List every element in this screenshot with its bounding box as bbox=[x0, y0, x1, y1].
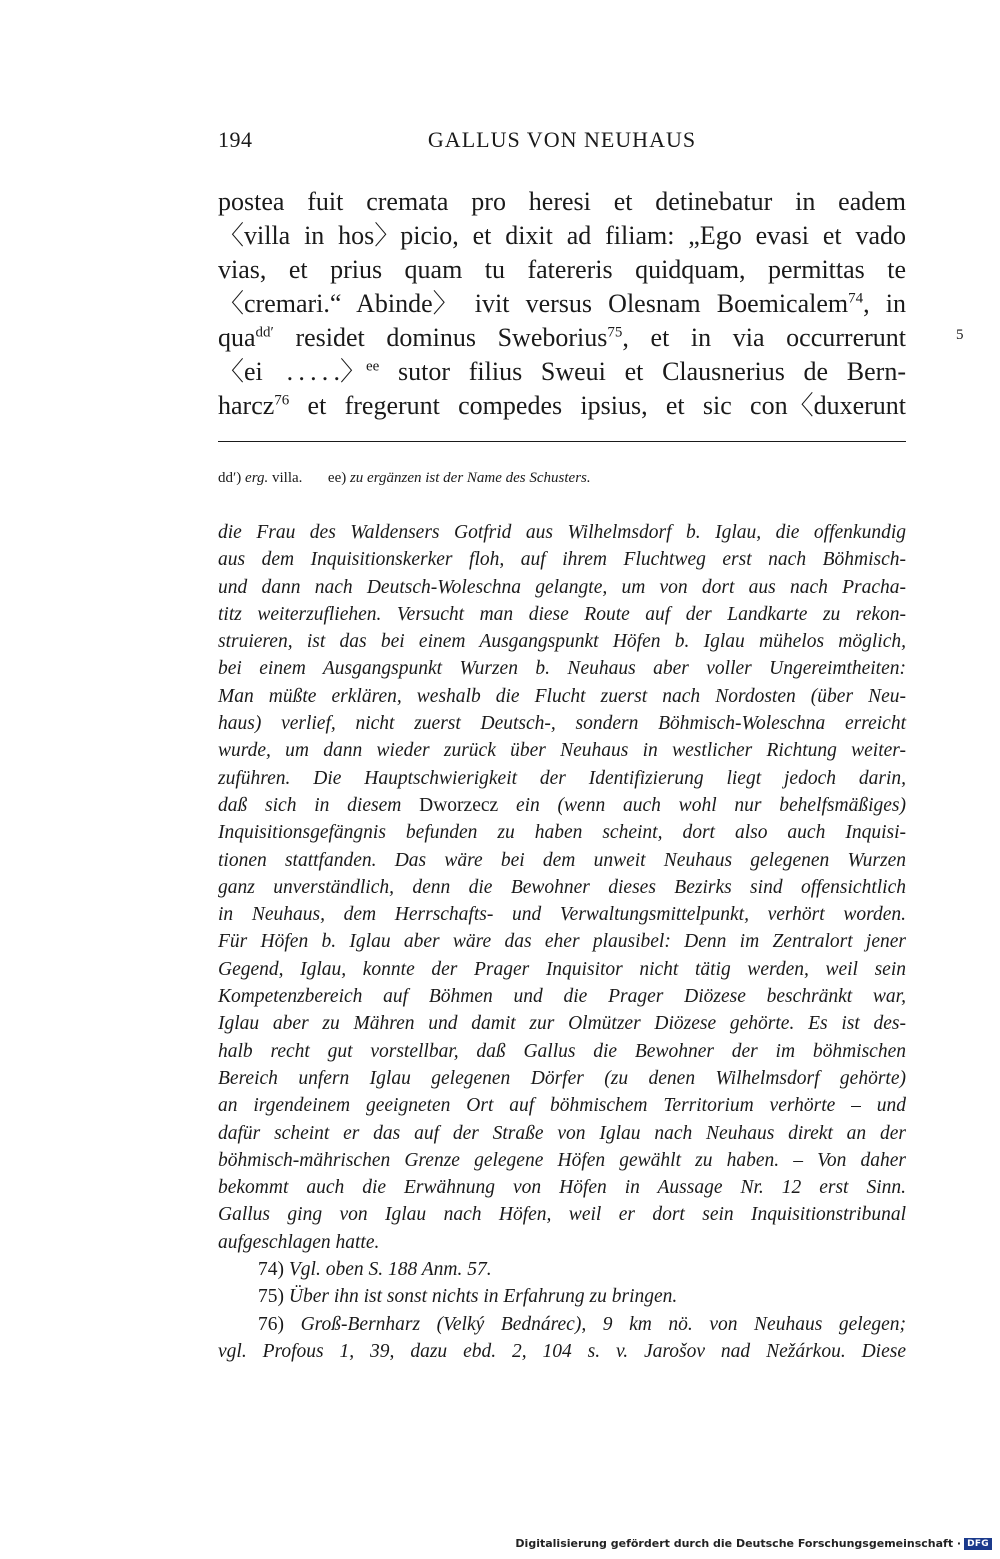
dfg-logo-icon: DFG bbox=[964, 1538, 992, 1550]
footnote-rule bbox=[218, 441, 906, 442]
apparatus-ref: ee bbox=[366, 358, 380, 375]
note-line: Inquisitionsgefängnis befunden zu haben scheint, dort also auch Inquisi- bbox=[218, 822, 906, 844]
note-line: an irgendeinem geeigneten Ort auf böhmischem Territorium verhörte – und bbox=[218, 1095, 906, 1117]
note-line: aufgeschlagen hatte. bbox=[218, 1231, 380, 1253]
margin-line-number: 5 bbox=[956, 327, 964, 343]
apparatus-siglum: dd′) bbox=[218, 470, 242, 486]
footnote-76: 76) Groß-Bernharz (Velký Bednárec), 9 km nö. von Neuhaus gelegen; bbox=[258, 1313, 906, 1335]
note-line: bekommt auch die Erwähnung von Höfen in Aussage Nr. 12 erst Sinn. bbox=[218, 1177, 906, 1199]
note-line: Man müßte erklären, weshalb die Flucht zuerst nach Nordosten (über Neu- bbox=[218, 685, 906, 707]
page-number: 194 bbox=[218, 127, 253, 152]
note-line: vgl. Profous 1, 39, dazu ebd. 2, 104 s. v. Jarošov nad Nežárkou. Diese bbox=[218, 1340, 906, 1362]
note-line: und dann nach Deutsch-Woleschna gelangte, um von dort aus nach Pracha- bbox=[218, 576, 906, 598]
footnote-74: 74) Vgl. oben S. 188 Anm. 57. bbox=[258, 1259, 492, 1281]
footer-text: Digitalisierung gefördert durch die Deutsche Forschungsgemeinschaft · bbox=[515, 1537, 962, 1550]
note-line: bei einem Ausgangspunkt Wurzen b. Neuhaus aber voller Ungereimtheiten: bbox=[218, 658, 906, 680]
note-line: ganz unverständlich, denn die Bewohner dieses Bezirks sind offensichtlich bbox=[218, 876, 906, 898]
edition-text bbox=[218, 185, 906, 423]
note-line: struieren, ist das bei einem Ausgangspunkt Höfen b. Iglau mühelos möglich, bbox=[218, 631, 906, 653]
edition-line: postea fuit cremata pro heresi et detinebatur in eadem bbox=[218, 187, 906, 216]
edition-line: 〈ei . . . . .〉$^{ee}$ sutor filius Sweui et Clausnerius de Bern- bbox=[218, 357, 906, 386]
footnote-ref: 76 bbox=[274, 392, 290, 409]
note-line: halb recht gut vorstellbar, daß Gallus die Bewohner der im böhmischen bbox=[218, 1040, 906, 1062]
apparatus-note: villa. bbox=[271, 470, 303, 486]
edition-line: 〈villa in hos〉picio, et dixit ad filiam: „Ego evasi et vado bbox=[218, 221, 906, 250]
edition-line: 〈cremari.“ Abinde〉 ivit versus Olesnam Boemicalem$^{74}$, in bbox=[218, 289, 906, 318]
edition-line: vias, et prius quam tu fatereris quidquam, permittas te bbox=[218, 255, 906, 284]
critical-apparatus bbox=[218, 470, 591, 487]
running-title: GALLUS VON NEUHAUS bbox=[427, 127, 697, 152]
apparatus-siglum: ee) bbox=[327, 470, 347, 486]
note-line: Bereich unfern Iglau gelegenen Dörfer (zu denen Wilhelmsdorf gehörte) bbox=[218, 1067, 906, 1089]
edition-line: harcz$^{76}$ et fregerunt compedes ipsius, et sic con〈duxerunt bbox=[218, 391, 906, 420]
note-line: wurde, um dann wieder zurück über Neuhaus in westlicher Richtung weiter- bbox=[218, 740, 906, 762]
note-line: böhmisch-mährischen Grenze gelegene Höfen gewählt zu haben. – Von daher bbox=[218, 1149, 906, 1171]
note-line: die Frau des Waldensers Gotfrid aus Wilhelmsdorf b. Iglau, die offenkundig bbox=[218, 522, 906, 543]
place-name: Dworzecz bbox=[419, 794, 499, 816]
note-line: haus) verlief, nicht zuerst Deutsch-, sondern Böhmisch-Woleschna erreicht bbox=[218, 713, 906, 735]
note-line: tionen stattfanden. Das wäre bei dem unweit Neuhaus gelegenen Wurzen bbox=[218, 849, 906, 871]
edition-line: qua$^{dd'}$ residet dominus Sweborius$^{75}$, et in via occurrerunt bbox=[218, 323, 906, 352]
apparatus-note: erg. bbox=[245, 470, 269, 486]
note-line: titz weiterzufliehen. Versucht man diese Route auf der Landkarte zu rekon- bbox=[218, 603, 906, 625]
note-line: dafür scheint er das auf der Straße von Iglau nach Neuhaus direkt an der bbox=[218, 1122, 906, 1144]
note-line: Für Höfen b. Iglau aber wäre das eher plausibel: Denn im Zentralort jener bbox=[218, 931, 906, 953]
note-line: Gegend, Iglau, konnte der Prager Inquisitor nicht tätig werden, weil sein bbox=[218, 958, 906, 980]
commentary-notes bbox=[218, 519, 906, 1365]
note-line: Kompetenzbereich auf Böhmen und die Prager Diözese beschränkt war, bbox=[218, 986, 906, 1008]
footnote-75: 75) Über ihn ist sonst nichts in Erfahrung zu bringen. bbox=[258, 1286, 678, 1308]
page-header bbox=[218, 127, 906, 157]
footnote-ref: 75 bbox=[607, 324, 623, 341]
apparatus-ref: dd′ bbox=[255, 324, 274, 341]
note-line: in Neuhaus, dem Herrschafts- und Verwaltungsmittelpunkt, verhört worden. bbox=[218, 904, 906, 926]
note-line: aus dem Inquisitionskerker floh, auf ihrem Fluchtweg erst nach Böhmisch- bbox=[218, 549, 906, 571]
digitization-footer bbox=[515, 1537, 992, 1550]
note-line: Gallus ging von Iglau nach Höfen, weil er dort sein Inquisitionstribunal bbox=[218, 1204, 906, 1226]
note-line: zuführen. Die Hauptschwierigkeit der Identifizierung liegt jedoch darin, bbox=[218, 767, 906, 789]
apparatus-note: zu ergänzen ist der Name des Schusters. bbox=[349, 470, 591, 486]
note-line: Iglau aber zu Mähren und damit zur Olmützer Diözese gehörte. Es ist des- bbox=[218, 1013, 906, 1035]
footnote-ref: 74 bbox=[848, 290, 864, 307]
note-line: daß sich in diesem Dworzecz ein (wenn auch wohl nur behelfsmäßiges) bbox=[218, 794, 906, 816]
